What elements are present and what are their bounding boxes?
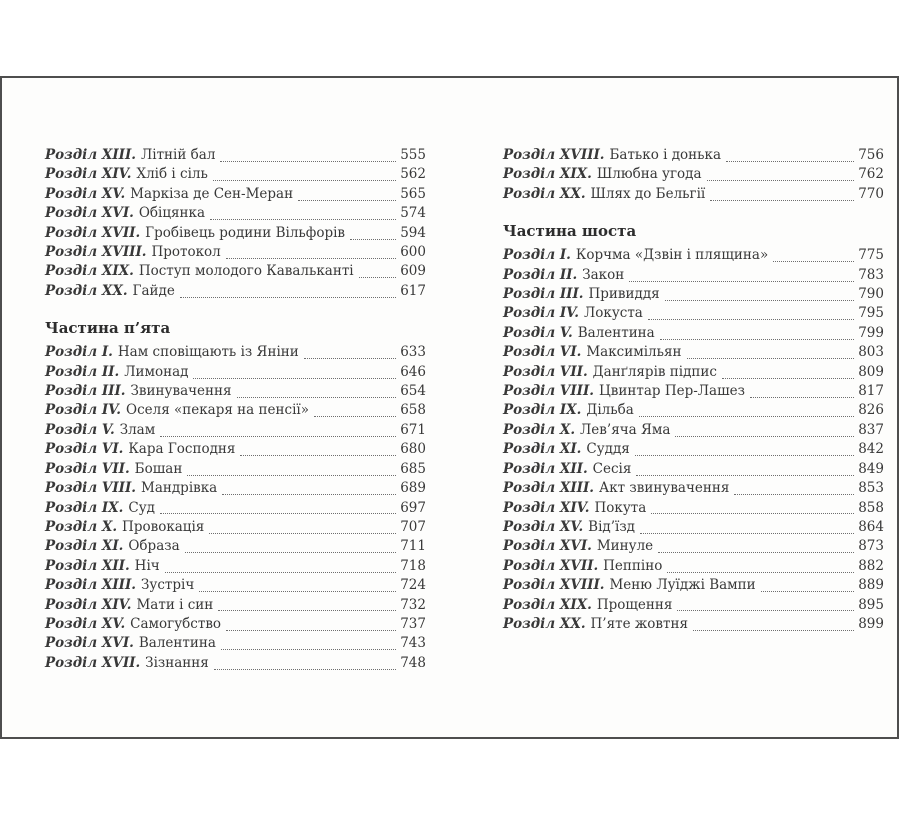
chapter-label: Розділ XX. <box>503 185 586 202</box>
chapter-label: Розділ XI. <box>503 441 582 458</box>
chapter-label: Розділ V. <box>45 421 115 438</box>
chapter-title: Максимільян <box>586 344 682 361</box>
toc-entry <box>503 615 884 634</box>
dot-leader <box>185 552 397 553</box>
chapter-label: Розділ V. <box>503 324 573 341</box>
page-number: 697 <box>400 499 426 516</box>
chapter-title: Поступ молодого Кавальканті <box>138 263 354 280</box>
dot-leader <box>350 239 396 240</box>
chapter-title: Пеппіно <box>603 557 663 574</box>
chapter-label: Розділ XIX. <box>45 263 134 280</box>
chapter-title: Локуста <box>584 305 643 322</box>
dot-leader <box>660 339 854 340</box>
chapter-title: Злам <box>119 421 156 438</box>
toc-entry <box>45 282 426 301</box>
chapter-title: Меню Луїджі Вампи <box>609 577 756 594</box>
dot-leader <box>707 180 855 181</box>
toc-entry <box>45 479 426 498</box>
chapter-title: Данґлярів підпис <box>592 363 717 380</box>
chapter-label: Розділ IX. <box>45 499 124 516</box>
toc-entry <box>45 634 426 653</box>
toc-entry <box>503 185 884 204</box>
chapter-label: Розділ VIII. <box>45 480 136 497</box>
dot-leader <box>226 258 396 259</box>
toc-entry <box>45 440 426 459</box>
page-number: 711 <box>400 538 426 555</box>
page-number: 795 <box>858 305 884 322</box>
dot-leader <box>298 200 396 201</box>
chapter-label: Розділ III. <box>45 383 126 400</box>
chapter-title: Бошан <box>134 460 183 477</box>
dot-leader <box>218 610 396 611</box>
page-number: 775 <box>858 247 884 264</box>
chapter-label: Розділ IV. <box>503 305 579 322</box>
chapter-title: Валентина <box>577 324 655 341</box>
chapter-label: Розділ XIV. <box>45 166 132 183</box>
chapter-label: Розділ XIII. <box>503 480 594 497</box>
toc-entry <box>45 146 426 165</box>
chapter-title: Суд <box>128 499 155 516</box>
chapter-label: Розділ XIII. <box>45 577 136 594</box>
chapter-label: Розділ X. <box>503 421 576 438</box>
dot-leader <box>675 436 854 437</box>
dot-leader <box>648 319 854 320</box>
page-number: 799 <box>858 324 884 341</box>
toc-entry <box>503 382 884 401</box>
chapter-label: Розділ III. <box>503 286 584 303</box>
toc-entry <box>45 654 426 673</box>
page-number: 646 <box>400 363 426 380</box>
dot-leader <box>213 180 396 181</box>
chapter-title: Мандрівка <box>141 480 218 497</box>
page-number: 895 <box>858 596 884 613</box>
dot-leader <box>687 358 855 359</box>
dot-leader <box>214 669 396 670</box>
chapter-label: Розділ XVIII. <box>503 577 605 594</box>
toc-entry <box>503 363 884 382</box>
page-number: 790 <box>858 286 884 303</box>
chapter-title: Обіцянка <box>138 205 206 222</box>
dot-leader <box>667 572 854 573</box>
chapter-label: Розділ XX. <box>503 615 586 632</box>
chapter-title: Протокол <box>151 244 221 261</box>
chapter-label: Розділ XIV. <box>45 596 132 613</box>
chapter-title: Літній бал <box>141 147 216 163</box>
page-number: 899 <box>858 615 884 632</box>
chapter-label: Розділ XVIII. <box>503 147 605 163</box>
toc-entry <box>45 518 426 537</box>
page-number: 849 <box>858 460 884 477</box>
dot-leader <box>237 397 397 398</box>
dot-leader <box>222 494 396 495</box>
dot-leader <box>722 378 854 379</box>
page-number: 873 <box>858 538 884 555</box>
chapter-title: Корчма «Дзвін і плящина» <box>575 247 769 264</box>
chapter-label: Розділ II. <box>45 363 120 380</box>
chapter-title: Кара Господня <box>128 441 236 458</box>
toc-entry <box>45 401 426 420</box>
dot-leader <box>677 610 854 611</box>
dot-leader <box>635 455 854 456</box>
chapter-title: Прощення <box>596 596 673 613</box>
toc-entry <box>503 479 884 498</box>
page-number: 718 <box>400 557 426 574</box>
chapter-title: Батько і донька <box>609 147 721 163</box>
chapter-label: Розділ XVII. <box>45 224 141 241</box>
page-number: 882 <box>858 557 884 574</box>
page-number: 724 <box>400 577 426 594</box>
chapter-label: Розділ I. <box>45 344 113 361</box>
page-number: 809 <box>858 363 884 380</box>
dot-leader <box>304 358 396 359</box>
chapter-label: Розділ II. <box>503 266 578 283</box>
dot-leader <box>773 261 854 262</box>
dot-leader <box>209 533 396 534</box>
toc-entry <box>45 382 426 401</box>
toc-entry <box>45 596 426 615</box>
dot-leader <box>693 630 854 631</box>
chapter-label: Розділ XV. <box>45 615 126 632</box>
page-number: 565 <box>400 185 426 202</box>
chapter-label: Розділ IV. <box>45 402 121 419</box>
dot-leader <box>651 513 854 514</box>
toc-entry <box>503 146 884 165</box>
toc-entry <box>45 537 426 556</box>
chapter-title: Акт звинувачення <box>599 480 730 497</box>
toc-entry <box>45 615 426 634</box>
page-number: 617 <box>400 282 426 299</box>
toc-entry <box>503 285 884 304</box>
dot-leader <box>221 649 396 650</box>
page-number: 707 <box>400 518 426 535</box>
chapter-title: Образа <box>128 538 180 555</box>
chapter-title: Від’їзд <box>588 518 635 535</box>
page-number: 826 <box>858 402 884 419</box>
toc-entry <box>503 266 884 285</box>
toc-entry <box>45 576 426 595</box>
toc-entry <box>503 165 884 184</box>
chapter-label: Розділ VII. <box>45 460 130 477</box>
dot-leader <box>160 436 396 437</box>
chapter-label: Розділ XVII. <box>45 654 141 671</box>
dot-leader <box>187 475 396 476</box>
dot-leader <box>658 552 854 553</box>
toc-entry <box>45 243 426 262</box>
toc-entry <box>503 537 884 556</box>
chapter-label: Розділ XV. <box>45 185 126 202</box>
chapter-label: Розділ X. <box>45 518 118 535</box>
dot-leader <box>750 397 854 398</box>
chapter-label: Розділ VI. <box>45 441 124 458</box>
dot-leader <box>165 572 397 573</box>
page-number: 633 <box>400 344 426 361</box>
chapter-title: Хліб і сіль <box>136 166 208 183</box>
dot-leader <box>226 630 396 631</box>
part-heading: Частина п’ята <box>45 319 171 338</box>
dot-leader <box>639 416 854 417</box>
page-number: 864 <box>858 518 884 535</box>
toc-entry <box>503 499 884 518</box>
chapter-title: Цвинтар Пер-Лашез <box>599 383 746 400</box>
page-number: 689 <box>400 480 426 497</box>
chapter-title: Провокація <box>122 518 205 535</box>
chapter-title: Шлях до Бельгії <box>590 185 706 202</box>
chapter-label: Розділ XIX. <box>503 596 592 613</box>
chapter-label: Розділ XI. <box>45 538 124 555</box>
page-number: 600 <box>400 244 426 261</box>
dot-leader <box>710 200 854 201</box>
toc-entry <box>45 363 426 382</box>
toc-entry <box>45 204 426 223</box>
dot-leader <box>314 416 396 417</box>
toc-entry <box>45 262 426 281</box>
dot-leader <box>665 300 855 301</box>
page-number: 803 <box>858 344 884 361</box>
toc-entry <box>45 421 426 440</box>
chapter-title: Закон <box>582 266 625 283</box>
chapter-label: Розділ XVII. <box>503 557 599 574</box>
chapter-label: Розділ I. <box>503 247 571 264</box>
chapter-label: Розділ VI. <box>503 344 582 361</box>
dot-leader <box>636 475 854 476</box>
toc-entry <box>45 343 426 362</box>
toc-entry <box>503 460 884 479</box>
toc-entry <box>45 460 426 479</box>
page-number: 858 <box>858 499 884 516</box>
page-number: 817 <box>858 383 884 400</box>
chapter-title: Шлюбна угода <box>596 166 702 183</box>
chapter-title: Дільба <box>586 402 634 419</box>
dot-leader <box>180 297 396 298</box>
dot-leader <box>640 533 854 534</box>
page-number: 574 <box>400 205 426 222</box>
page-number: 685 <box>400 460 426 477</box>
chapter-title: Ніч <box>134 557 160 574</box>
toc-entry <box>503 440 884 459</box>
page-number: 842 <box>858 441 884 458</box>
chapter-title: Сесія <box>592 460 632 477</box>
chapter-label: Розділ VIII. <box>503 383 594 400</box>
chapter-title: Лев’яча Яма <box>580 421 671 438</box>
chapter-label: Розділ IX. <box>503 402 582 419</box>
dot-leader <box>220 161 396 162</box>
dot-leader <box>210 219 396 220</box>
chapter-title: Лимонад <box>124 363 189 380</box>
dot-leader <box>193 378 396 379</box>
chapter-title: Валентина <box>138 635 216 652</box>
page-number: 853 <box>858 480 884 497</box>
chapter-label: Розділ XIII. <box>45 147 136 163</box>
chapter-label: Розділ XV. <box>503 518 584 535</box>
page-number: 748 <box>400 654 426 671</box>
chapter-title: Мати і син <box>136 596 214 613</box>
page-number: 756 <box>858 147 884 163</box>
chapter-label: Розділ XX. <box>45 282 128 299</box>
chapter-label: Розділ XII. <box>503 460 588 477</box>
chapter-title: Маркіза де Сен-Меран <box>130 185 294 202</box>
toc-entry <box>45 499 426 518</box>
page-number: 783 <box>858 266 884 283</box>
page-number: 737 <box>400 615 426 632</box>
chapter-title: Суддя <box>586 441 630 458</box>
chapter-label: Розділ VII. <box>503 363 588 380</box>
toc-entry <box>503 304 884 323</box>
toc-entry <box>503 421 884 440</box>
page-number: 562 <box>400 166 426 183</box>
dot-leader <box>726 161 854 162</box>
toc-entry <box>503 324 884 343</box>
chapter-title: Нам сповіщають із Яніни <box>117 344 299 361</box>
chapter-title: Зізнання <box>145 654 209 671</box>
page-number: 732 <box>400 596 426 613</box>
dot-leader <box>629 281 854 282</box>
book-page <box>0 76 899 739</box>
toc-column-left <box>45 146 426 673</box>
page-number: 889 <box>858 577 884 594</box>
chapter-title: Звинувачення <box>130 383 232 400</box>
page-number: 671 <box>400 421 426 438</box>
dot-leader <box>160 513 396 514</box>
chapter-label: Розділ XVI. <box>45 635 134 652</box>
dot-leader <box>734 494 854 495</box>
toc-entry <box>503 557 884 576</box>
page-number: 680 <box>400 441 426 458</box>
page-number: 770 <box>858 185 884 202</box>
toc-column-right <box>503 146 884 634</box>
page-number: 837 <box>858 421 884 438</box>
toc-entry <box>503 246 884 265</box>
chapter-title: Гайде <box>132 282 175 299</box>
chapter-label: Розділ XII. <box>45 557 130 574</box>
toc-entry <box>45 224 426 243</box>
toc-entry <box>503 401 884 420</box>
page-number: 762 <box>858 166 884 183</box>
toc-entry <box>503 576 884 595</box>
page-number: 654 <box>400 383 426 400</box>
part-heading: Частина шоста <box>503 222 637 241</box>
toc-entry <box>45 165 426 184</box>
toc-entry <box>45 185 426 204</box>
dot-leader <box>359 277 397 278</box>
chapter-title: Минуле <box>596 538 654 555</box>
chapter-title: Покута <box>594 499 647 516</box>
chapter-title: П’яте жовтня <box>590 615 688 632</box>
chapter-label: Розділ XVI. <box>45 205 134 222</box>
toc-entry <box>503 343 884 362</box>
chapter-title: Оселя «пекаря на пенсії» <box>126 402 309 419</box>
chapter-label: Розділ XVI. <box>503 538 592 555</box>
page-number: 743 <box>400 635 426 652</box>
toc-entry <box>503 596 884 615</box>
dot-leader <box>199 591 396 592</box>
chapter-title: Гробівець родини Вільфорів <box>145 224 346 241</box>
chapter-label: Розділ XIX. <box>503 166 592 183</box>
chapter-label: Розділ XVIII. <box>45 244 147 261</box>
page-number: 609 <box>400 263 426 280</box>
dot-leader <box>761 591 855 592</box>
chapter-label: Розділ XIV. <box>503 499 590 516</box>
chapter-title: Зустріч <box>141 577 195 594</box>
toc-entry <box>45 557 426 576</box>
page-number: 658 <box>400 402 426 419</box>
dot-leader <box>240 455 396 456</box>
toc-entry <box>503 518 884 537</box>
chapter-title: Привиддя <box>588 286 660 303</box>
page-number: 594 <box>400 224 426 241</box>
page-number: 555 <box>400 147 426 163</box>
chapter-title: Самогубство <box>130 615 222 632</box>
